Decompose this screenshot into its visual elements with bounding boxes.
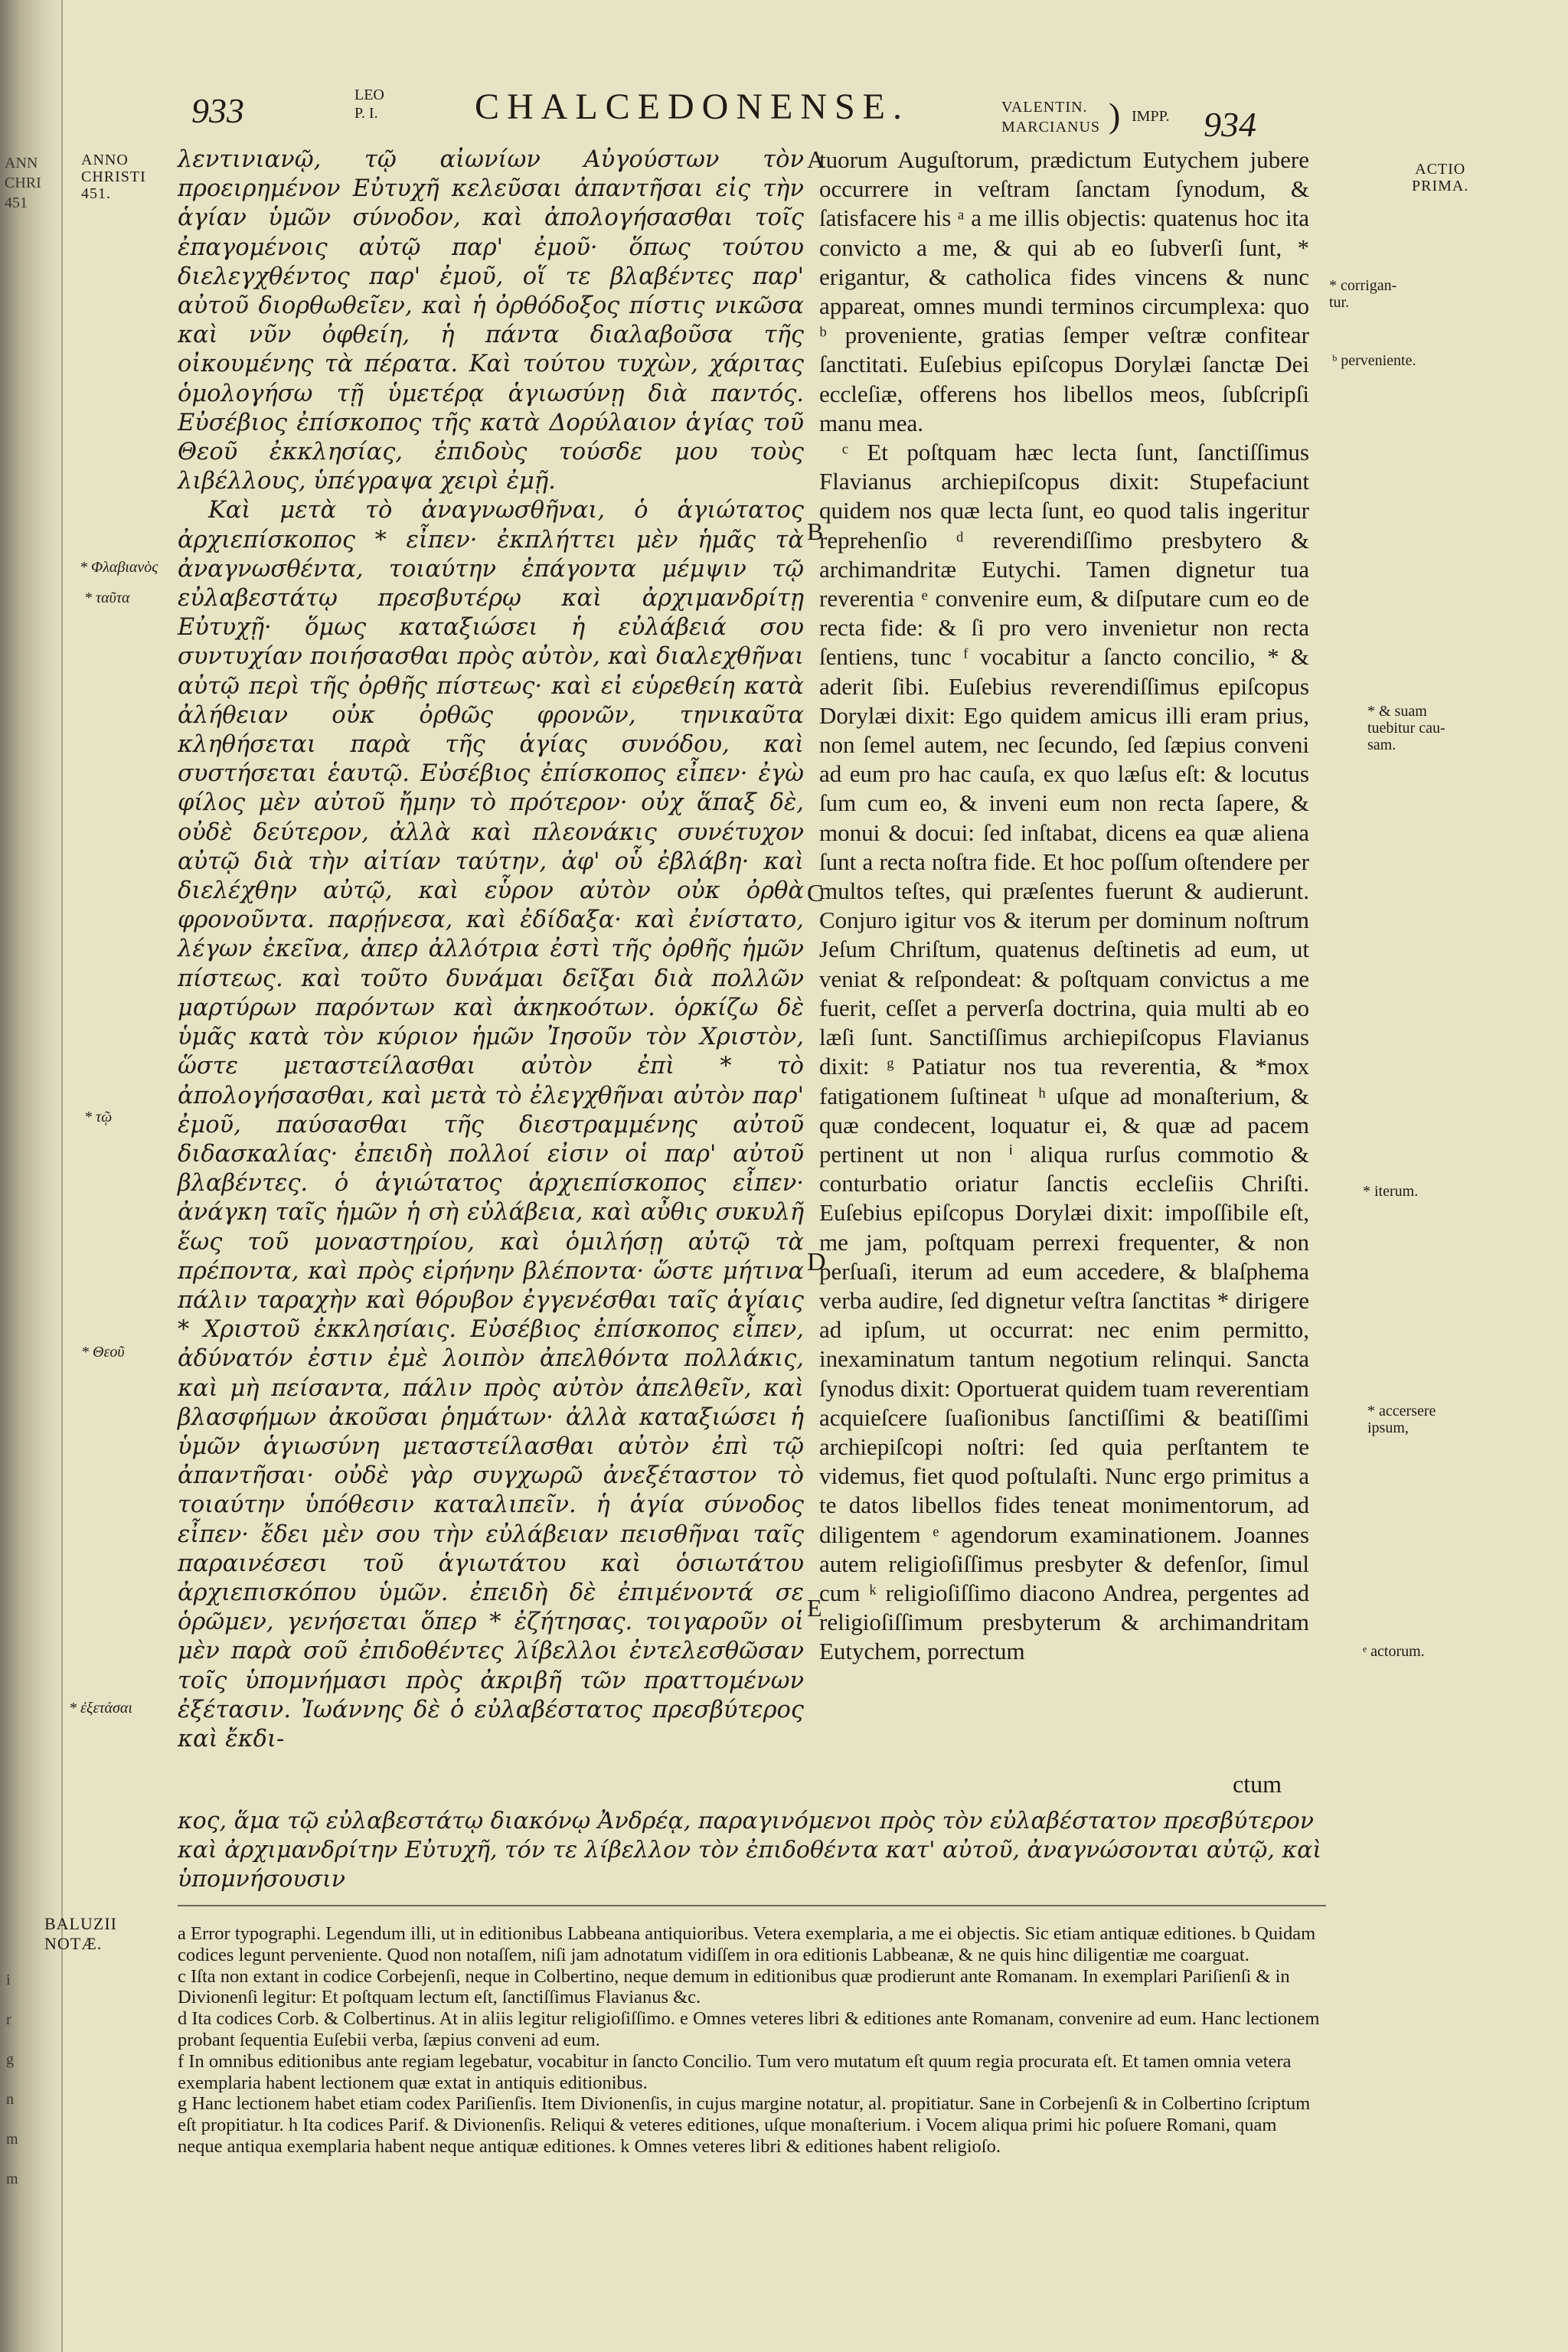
previous-page-fragment-top: ANN CHRI 451 (5, 155, 41, 211)
running-head-title: CHALCEDONENSE. (475, 87, 910, 127)
margin-note-suam: * & suam tuebitur cau- sam. (1367, 703, 1446, 753)
margin-note-accersere: * accersere ipsum, (1367, 1403, 1436, 1436)
latin-catchword: ctum (1233, 1770, 1282, 1798)
page-number-right: 934 (1204, 105, 1256, 144)
note-d-e: d Ita codices Corb. & Colbertinus. At in aliis legitur religioſiſſimo. e Omnes veteres libri & editiones ante Romanam, convenire ad eum. Hanc lectionem probant ſequentia Euſebii verba, ſæpius conveni ad eum. (178, 2008, 1320, 2050)
note-c: c Iſta non extant in codice Corbejenſi, neque in Colbertino, neque demum in editionibus quæ prodierunt ante Romanam. In exemplari Pariſienſi & in Divionenſi legitur: Et poſtquam lectum eſt, ſanctiſſimus Flavianus &c. (178, 1965, 1290, 2008)
note-a-b: a Error typographi. Legendum illi, ut in editionibus Labbeana antiquioribus. Vetera exemplaria, a me ei objectis. Sic etiam antiquæ editiones. b Quidam codices legunt perveniente. Quod non notaſſem, niſi jam adnotatum vidiſſem in ora editionis Labbeanæ, & ne quis hinc diligentiæ me coarguat. (178, 1923, 1316, 1965)
margin-note-tauta: * ταῦτα (84, 590, 130, 606)
anno-christi-label: ANNO CHRISTI 451. (81, 152, 146, 202)
greek-continuation-full-width: κος, ἅμα τῷ εὐλαβεστάτῳ διακόνῳ Ἀνδρέᾳ, παραγινόμενοι πρὸς τὸν εὐλαβέστατον πρεσβύτερον καὶ ἀρχιμανδρίτην Εὐτυχῆ, τόν τε λίβελλον τὸν ἐπιδοθέντα κατ' αὐτοῦ, ἀναγνώσονται αὐτῷ, καὶ ὑπομνήσουσιν (178, 1808, 1322, 1893)
section-letter-a: A (807, 145, 825, 173)
section-letter-b: B (807, 518, 824, 545)
margin-note-to: * τῷ (84, 1109, 113, 1125)
previous-page-fragment-bottom: i r g n m m (6, 1971, 18, 2187)
emperors-line-1: VALENTIN. (1001, 99, 1088, 116)
page-number-left: 933 (191, 91, 244, 130)
greek-paragraph-2: Καὶ μετὰ τὸ ἀναγνωσθῆναι, ὁ ἁγιώτατος ἀρχιεπίσκοπος * εἶπεν· ἐκπλήττει μὲν ἡμᾶς τὰ ἀναγνωσθέντα, τοιαύτην ἐπάγοντα μέμψιν τῷ εὐλαβεστάτῳ πρεσβυτέρῳ καὶ ἀρχιμανδρίτῃ Εὐτυχῇ· ὅμως καταξιώσει ἡ εὐλάβειά σου συντυχίαν ποιήσασθαι πρὸς αὐτὸν, καὶ διαλεχθῆναι αὐτῷ περὶ τῆς ὀρθῆς πίστεως· καὶ εἰ εὑρεθείη κατὰ ἀλήθειαν οὐκ ὀρθῶς φρονῶν, τηνικαῦτα κληθήσεται παρὰ τῆς ἁγίας συνόδου, καὶ συστήσεται ἑαυτῷ. Εὐσέβιος ἐπίσκοπος εἶπεν· ἐγὼ φίλος μὲν αὐτοῦ ἤμην τὸ πρότερον· οὐχ ἅπαξ δὲ, οὐδὲ δεύτερον, ἀλλὰ καὶ πλεονάκις συνέτυχον αὐτῷ διὰ τὴν αἰτίαν ταύτην, ἀφ' οὗ ἐβλάβη· καὶ διελέχθην αὐτῷ, καὶ εὗρον αὐτὸν οὐκ ὀρθὰ φρονοῦντα. παρῄνεσα, καὶ ἐδίδαξα· καὶ ἐνίστατο, λέγων ἐκεῖνα, ἀπερ ἀλλότρια ἐστὶ τῆς ὀρθῆς ἡμῶν πίστεως. καὶ τοῦτο δυνάμαι δεῖξαι διὰ πολλῶν μαρτύρων παρόντων καὶ ἀκηκοότων. ὁρκίζω δὲ ὑμᾶς κατὰ τὸν κύριον ἡμῶν Ἰησοῦν τὸν Χριστὸν, ὥστε μεταστείλασθαι αὐτὸν ἐπὶ * τὸ ἀπολογήσασθαι, καὶ μετὰ τὸ ἐλεγχθῆναι αὐτὸν παρ' ἐμοῦ, παύσασθαι τῆς διεστραμμένης αὐτοῦ διδασκαλίας· ἐπειδὴ πολλοί εἰσιν οἱ παρ' αὐτοῦ βλαβέντες. ὁ ἁγιώτατος ἀρχιεπίσκοπος εἶπεν· ἀνάγκη ταῖς ἡμῶν ἡ σὴ εὐλάβεια, καὶ αὖθις συκυλῆ ἕως τοῦ μοναστηρίου, καὶ ὁμιλήσῃ αὐτῷ τὰ πρέποντα, καὶ πρὸς εἰρήνην βλέποντα· ὥστε μήτινα πάλιν ταραχὴν καὶ θόρυβον ἐγγενέσθαι ταῖς ἁγίαις * Χριστοῦ ἐκκλησίαις. Εὐσέβιος ἐπίσκοπος εἶπεν, ἀδύνατόν ἐστιν ἐμὲ λοιπὸν ἀπελθόντα πολλάκις, καὶ μὴ πείσαντα, πάλιν πρὸς αὐτὸν ἀπελθεῖν, καὶ βλασφήμων ἀκοῦσαι ῥημάτων· ἀλλὰ καταξιώσει ἡ ὑμῶν ἁγιωσύνη μεταστείλασθαι αὐτὸν ἐπὶ τῷ ἀπαντῆσαι· οὐδὲ γὰρ συγχωρῶ ἀνεξέταστον τὸ τοιαύτην ὑπόθεσιν καταλιπεῖν. ἡ ἁγία σύνοδος εἶπεν· ἔδει μὲν σου τὴν εὐλάβειαν πεισθῆναι ταῖς παραινέσεσι τοῦ ἁγιωτάτου καὶ ὁσιωτάτου ἀρχιεπισκόπου ὑμῶν. ἐπειδὴ δὲ ἐπιμένοντά σε ὁρῶμεν, γενήσεται ὅπερ * ἐζήτησας. τοιγαροῦν οἱ μὲν παρὰ σοῦ ἐπιδοθέντες λίβελλοι ἐντελεσθῶσαν τοῖς ὑπομνήμασι πρὸς ἀκριβῆ τῶν πραττομένων ἐξέτασιν. Ἰωάννης δὲ ὁ εὐλαβέστατος πρεσβύτερος καὶ ἔκδι- (178, 497, 804, 1753)
section-letter-d: D (807, 1248, 826, 1276)
latin-text-column (819, 145, 1309, 1667)
editor-notes (178, 1923, 1326, 2158)
margin-note-corrigantur: * corrigan- tur. (1329, 277, 1397, 311)
margin-note-flavianus: * Φλαβιανὸς (80, 559, 158, 576)
leo-pope-label: LEO P. I. (354, 87, 384, 122)
greek-paragraph-1: λεντινιανῷ, τῷ αἰωνίων Αὐγούστων τὸν προειρημένον Εὐτυχῆ κελεῦσαι ἀπαντῆσαι εἰς τὴν ἁγίαν ὑμῶν σύνοδον, καὶ ἀπολογήσασθαι τοῖς ἐπαγομένοις αὐτῷ παρ' ἐμοῦ· ὅπως τούτου διελεγχθέντος παρ' ἐμοῦ, οἵ τε βλαβέντες παρ' αὐτοῦ διορθωθεῖεν, καὶ ἡ ὀρθόδοξος πίστις νικῶσα καὶ νῦν ὀφθείη, ἡ πάντα διαλαβοῦσα τῆς οἰκουμένης τὰ πέρατα. Καὶ τούτου τυχὼν, χάριτας ὁμολογήσω τῇ ὑμετέρᾳ ἁγιωσύνῃ διὰ παντός. Εὐσέβιος ἐπίσκοπος τῆς κατὰ Δορύλαιον ἁγίας τοῦ Θεοῦ ἐκκλησίας, ἐπιδοὺς τούσδε μου τοὺς λιβέλλους, ὑπέγραψα χειρὶ ἐμῇ. (178, 146, 804, 495)
margin-note-actorum: ᵉ actorum. (1363, 1643, 1425, 1660)
note-g-k: g Hanc lectionem habet etiam codex Pariſienſis. Item Divionenſis, in cujus margine notatur, al. propitiatur. Sane in Corbejenſi & in Colbertino ſcriptum eſt propitiatur. h Ita codices Parif. & Divionenſis. Reliqui & veteres editiones, uſque monaſterium. i Vocem aliqua primi hic poſuere Romani, quam neque antiqua exemplaria habent neque antiquæ editiones. k Omnes veteres libri & editiones habent religioſo. (178, 2093, 1311, 2157)
section-letter-e: E (807, 1594, 822, 1622)
section-letter-c: C (807, 879, 824, 906)
greek-text-column (178, 145, 804, 1754)
emperors-line-2: MARCIANUS (1001, 119, 1101, 136)
note-f: f In omnibus editionibus ante regiam legebatur, vocabitur in ſancto Concilio. Tum vero mutatum eſt quum regia procurata eſt. Et tamen omnia vetera exemplaria habent lectionem quæ extat in antiquis editionibus. (178, 2050, 1292, 2093)
actio-prima-label: ACTIO PRIMA. (1412, 161, 1469, 194)
emperors-suffix: IMPP. (1132, 108, 1170, 125)
emperors-brace: ) (1109, 96, 1121, 135)
latin-paragraph-1: tuorum Auguſtorum, prædictum Eutychem jubere occurrere in veſtram ſanctam ſynodum, & ſatisfacere his ᵃ a me illis objectis: quatenus hoc ita convicto a me, & qui ab eo ſubverſi ſunt, * erigantur, & catholica fides vincens & nunc appareat, omnes mundi terminos circumplexa: quo ᵇ proveniente, gratias ſemper veſtræ confitear ſanctitati. Euſebius epiſcopus Dorylæi ſanctæ Dei eccleſiæ, offerens hos libellos meos, ſubſcripſi manu mea. (819, 146, 1309, 436)
baluzii-notae-heading: BALUZII NOTÆ. (44, 1914, 117, 1953)
margin-note-theou: * Θεοῦ (81, 1344, 125, 1361)
margin-note-pervenientes: ᵇ perveniente. (1332, 352, 1416, 369)
margin-note-exetastai: * ἐξετάσαι (69, 1700, 132, 1717)
notes-divider (178, 1905, 1326, 1906)
latin-paragraph-2: ᶜ Et poſtquam hæc lecta ſunt, ſanctiſſimus Flavianus archiepiſcopus dixit: Stupefaciunt quidem nos quæ lecta ſunt, eo quod talis ingeritur reprehenſio ᵈ reverendiſſimo presbytero & archimandritæ Eutychi. Tamen dignetur tua reverentia ᵉ convenire eum, & diſputare cum eo de recta fide: & ſi pro vero invenietur non recta ſentiens, tunc ᶠ vocabitur a ſancto concilio, * & aderit ſibi. Euſebius reverendiſſimus epiſcopus Dorylæi dixit: Ego quidem amicus illi eram prius, non ſemel autem, nec ſecundo, ſed ſæpius conveni ad eum pro hac cauſa, ex quo læſus eſt: & locutus ſum cum eo, & inveni eum non recta ſapere, & monui & docui: ſed inſtabat, dicens ea quæ aliena ſunt a recta noſtra fide. Et hoc poſſum oſtendere per multos teſtes, qui præſentes fuerunt & audierunt. Conjuro igitur vos & iterum per dominum noſtrum Jeſum Chriſtum, quatenus deſtinetis ad eum, ut veniat & reſpondeat: & poſtquam convictus a me fuerit, ceſſet a perverſa doctrina, quia multi ab eo læſi ſunt. Sanctiſſimus archiepiſcopus Flavianus dixit: ᵍ Patiatur nos tua reverentia, & *mox fatigationem ſuſtineat ʰ uſque ad monaſterium, & quæ condecent, loquatur ei, & quæ ad pacem pertinent ut non ⁱ aliqua rurſus commotio & conturbatio oriatur ſanctis eccleſiis Chriſti. Euſebius epiſcopus Dorylæi dixit: impoſſibile eſt, me jam, poſtquam perrexi frequenter, & non perſuaſi, iterum ad eum accedere, & blaſphema verba audire, ſed dignetur veſtra ſanctitas * dirigere ad ipſum, ut occurrat: nec enim permitto, inexaminatum tantum negotium relinqui. Sancta ſynodus dixit: Oportuerat quidem tuam reverentiam acquieſcere ſuaſionibus ſanctiſſimi & beatiſſimi archiepiſcopi noſtri: ſed quia perſtantem te videmus, fiet quod poſtulaſti. Nunc ergo primitus a te datos libellos fides teneat monimentorum, ad diligentem ᵉ agendorum examinationem. Joannes autem religioſiſſimus presbyter & defenſor, ſimul cum ᵏ religioſiſſimo diacono Andrea, pergentes ad religioſiſſimum presbyterum & archimandritam Eutychem, porrectum (819, 439, 1309, 1665)
page-edge (61, 0, 63, 2352)
margin-note-iterum: * iterum. (1363, 1183, 1419, 1200)
